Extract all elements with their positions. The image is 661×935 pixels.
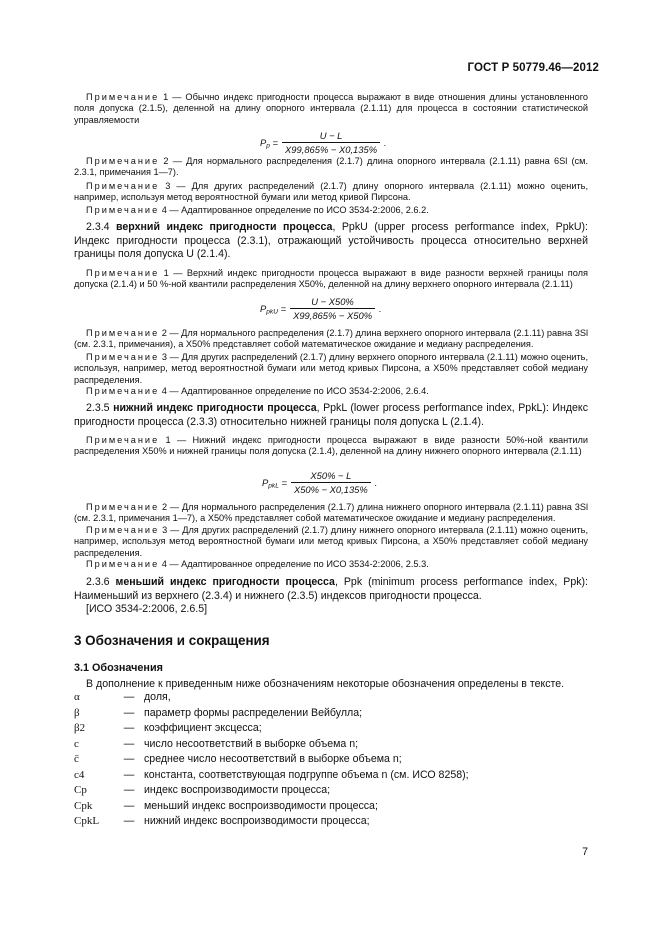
- symbol-dash: —: [123, 768, 135, 781]
- symbol-description: параметр формы распределении Вейбулла;: [144, 706, 363, 719]
- formula-pp: $P_p$ = $\frac{U - L}{X99,865\% - X0,135\%}$ .: [260, 130, 387, 155]
- formula-lhs-symbol: P: [262, 477, 269, 488]
- definition-reference: [ИСО 3534-2:2006, 2.6.5]: [86, 603, 208, 615]
- fraction: [290, 296, 375, 321]
- ppkl-note-3: [74, 525, 588, 559]
- formula-denominator: X99,865% − X50%: [290, 308, 375, 321]
- ppku-note-1: [74, 268, 588, 291]
- term: меньший индекс пригодности процесса: [115, 576, 335, 588]
- symbol-description: нижний индекс воспроизводимости процесса;: [144, 815, 370, 827]
- note-text: 2 — Для нормального распределения (2.1.7) длина опорного интервала (2.1.11) равна 6Sl (см. 2.3.1, примечания 1—7).: [74, 156, 588, 178]
- symbol-row: [74, 721, 594, 737]
- ppkl-note-4: [74, 559, 588, 570]
- note-text: 3 — Для других распределений (2.1.7) длину верхнего опорного интервала (2.1.11) можно оценить, используя, например, метод вероятностной бумаги или метод кривых Пирсона, а X50% представляет собой медиану распределения.: [74, 352, 588, 385]
- symbol: c4: [74, 768, 85, 781]
- note-label: Примечание: [86, 181, 160, 191]
- page-number: 7: [582, 846, 588, 858]
- symbol-description: индекс воспроизводимости процесса;: [144, 784, 331, 796]
- symbols-intro: В дополнение к приведенным ниже обозначениям некоторые обозначения определены в тексте.: [86, 678, 565, 690]
- symbol-row: [74, 737, 594, 753]
- formula-ppku: $P_{pkU}$ = $\frac{U - X50\%}{X99,865\% - X50\%}$ .: [260, 296, 382, 321]
- symbol-dash: —: [123, 722, 135, 734]
- symbol-description: коэффициент эксцесса;: [144, 722, 262, 734]
- note-text: 4 — Адаптированное определение по ИСО 3534-2:2006, 2.5.3.: [159, 559, 429, 569]
- document-id: ГОСТ Р 50779.46—2012: [467, 62, 599, 74]
- formula-numerator: U − L: [319, 130, 343, 141]
- formula-lhs-symbol: P: [260, 137, 267, 148]
- term: нижний индекс пригодности процесса: [113, 402, 317, 414]
- ppkl-note-1: [74, 435, 588, 458]
- symbol-dash: —: [123, 753, 135, 765]
- symbol-description: доля,: [144, 691, 171, 703]
- note-label: Примечание: [86, 205, 160, 215]
- formula-lhs: [260, 303, 278, 314]
- symbol: β: [74, 706, 80, 719]
- symbol: α: [74, 691, 80, 703]
- fraction: [282, 130, 380, 155]
- note-label: Примечание: [86, 386, 160, 396]
- clause-number: 2.3.4: [86, 221, 117, 233]
- symbol-dash: —: [123, 815, 135, 827]
- symbol-description: меньший индекс воспроизводимости процесса;: [144, 799, 378, 812]
- symbol-row: [74, 768, 594, 784]
- clause-number: 2.3.6: [86, 576, 116, 588]
- symbol-dash: —: [123, 799, 135, 812]
- definition-text: , Ppk (minimum process performance index, Ppk): Наименьший из верхнего (2.3.4) и нижнего (2.3.5) индексов пригодности процесса.: [74, 576, 588, 602]
- clause-number: 2.3.5: [86, 402, 114, 414]
- note-text: 3 — Для других распределений (2.1.7) длину нижнего опорного интервала (2.1.11) можно оценить, например, используя метод вероятностной бумаги или метод кривых Пирсона, а X50% представляет собой медиану распределения.: [74, 525, 588, 558]
- formula-lhs-subscript: p: [266, 142, 270, 150]
- term: верхний индекс пригодности процесса: [116, 221, 333, 233]
- ppkl-note-2: [74, 502, 588, 525]
- symbol-row: [74, 783, 594, 799]
- note-text: 1 — Нижний индекс пригодности процесса выражают в виде разности 50%-ной квантили распределения X50% и нижней границы поля допуска (2.1.4), деленной на длину нижнего опорного интервала (2.1.11): [74, 435, 588, 457]
- definition-2-3-6: [74, 576, 588, 603]
- symbol: Cp: [74, 784, 87, 796]
- note-label: Примечание: [86, 268, 160, 278]
- symbol-row: [74, 706, 594, 722]
- symbol-description: число несоответствий в выборке объема n;: [144, 737, 359, 750]
- note-text: 2 — Для нормального распределения (2.1.7) длина верхнего опорного интервала (2.1.11) равна 3Sl (см. 2.3.1, примечания), а X50% представляет собой математическое ожидание и медиану распределения.: [74, 328, 588, 350]
- note-label: Примечание: [86, 525, 160, 535]
- note-text: 2 — Для нормального распределения (2.1.7) длина нижнего опорного интервала (2.1.11) равна 3Sl (см. 2.3.1, примечания 1—7), а X50% представляет собой математическое ожидание и медиану распределения.: [74, 502, 588, 524]
- symbol-dash: —: [123, 737, 135, 750]
- formula-lhs-subscript: pkU: [266, 308, 278, 316]
- pp-note-3: [74, 181, 588, 204]
- symbol: β2: [74, 722, 86, 734]
- symbol-dash: —: [123, 784, 135, 796]
- definition-text: , PpkU (upper process performance index, PpkU): Индекс пригодности процесса (2.3.1), отражающий устойчивость процесса относительно верхней границы поля допуска U (2.1.4).: [74, 221, 589, 261]
- pp-note-2: [74, 156, 588, 179]
- formula-lhs: [262, 477, 279, 488]
- note-label: Примечание: [86, 502, 160, 512]
- note-text: 1 — Обычно индекс пригодности процесса выражают в виде отношения длины установленного поля допуска (2.1.5), деленной на длину опорного интервала (2.1.11) для процесса в состоянии статистической управляемости: [74, 92, 588, 125]
- note-label: Примечание: [86, 559, 160, 569]
- symbol: c: [74, 737, 79, 750]
- symbol-description: константа, соответствующая подгруппе объема n (см. ИСО 8258);: [144, 768, 469, 781]
- note-label: Примечание: [86, 156, 160, 166]
- formula-ppkl: $P_{pkL}$ = $\frac{X50\% - L}{X50\% - X0,135\%}$ .: [262, 470, 378, 495]
- note-text: 4 — Адаптированное определение по ИСО 3534-2:2006, 2.6.4.: [159, 386, 429, 396]
- formula-numerator: U − X50%: [311, 296, 354, 307]
- note-label: Примечание: [86, 435, 160, 445]
- ppku-note-4: [74, 386, 588, 397]
- formula-numerator: X50% − L: [310, 470, 352, 481]
- symbol: CpkL: [74, 815, 100, 827]
- note-text: 4 — Адаптированное определение по ИСО 3534-2:2006, 2.6.2.: [159, 205, 429, 215]
- pp-note-1: [74, 92, 588, 126]
- pp-note-4: [74, 205, 588, 216]
- symbol-row: [74, 799, 594, 815]
- formula-lhs: [260, 137, 270, 148]
- symbol-dash: —: [123, 706, 135, 719]
- symbol-row: [74, 814, 594, 830]
- definition-2-3-4: [74, 221, 588, 262]
- symbol-row: [74, 690, 594, 706]
- note-label: Примечание: [86, 92, 160, 102]
- ppku-note-2: [74, 328, 588, 351]
- symbol-description: среднее число несоответствий в выборке объема n;: [144, 753, 402, 765]
- formula-lhs-subscript: pkL: [268, 482, 279, 490]
- note-text: 1 — Верхний индекс пригодности процесса выражают в виде разности верхней границы поля допуска (2.1.4) и 50 %-ной квантили распределения X50%, деленной на длину верхнего опорного интервала (2.1.11): [74, 268, 588, 290]
- note-label: Примечание: [86, 352, 160, 362]
- symbol: Cpk: [74, 799, 93, 812]
- symbol: c̄: [74, 753, 79, 765]
- ppku-note-3: [74, 352, 588, 386]
- subsection-heading: 3.1 Обозначения: [74, 662, 163, 674]
- section-heading: 3 Обозначения и сокращения: [74, 633, 270, 648]
- fraction: [291, 470, 371, 495]
- definition-2-3-5: [74, 402, 588, 429]
- symbol-row: [74, 752, 594, 768]
- note-label: Примечание: [86, 328, 160, 338]
- symbol-dash: —: [123, 691, 135, 703]
- formula-denominator: X99,865% − X0,135%: [282, 142, 380, 155]
- formula-denominator: X50% − X0,135%: [291, 482, 371, 495]
- formula-lhs-symbol: P: [260, 303, 267, 314]
- symbols-list: [74, 690, 594, 830]
- definition-text: , PpkL (lower process performance index, PpkL): Индекс пригодности процесса (2.3.3) относительно нижней границы поля допуска L (2.1.4).: [74, 402, 588, 428]
- note-text: 3 — Для других распределений (2.1.7) длину опорного интервала (2.1.11) можно оценить, например, используя метод вероятностной бумаги или метод кривой Пирсона.: [74, 181, 588, 203]
